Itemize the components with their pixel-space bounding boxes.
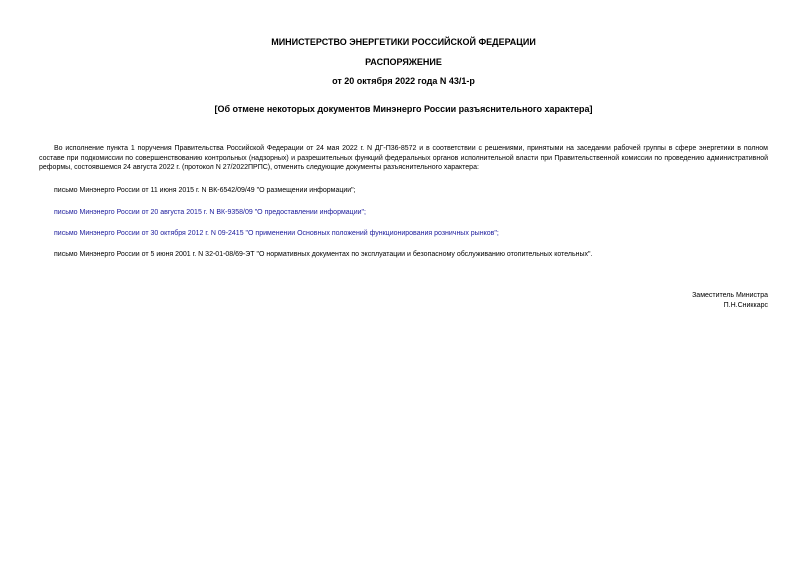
- intro-paragraph: Во исполнение пункта 1 поручения Правительства Российской Федерации от 24 мая 2022 г. N ДГ-П36-8572 и в соответствии с решениями, принятыми на заседании рабочей группы в сфере энергетики в полном составе при подкомиссии по совершенствованию контрольных (надзорных) и разрешительных функций федеральных органов исполнительной власти при Правительственной комиссии по проведению административной реформы, состоявшемся 24 августа 2022 г. (протокол N 27/2022ПРПС), отменить следующие документы разъяснительного характера:: [39, 145, 768, 171]
- ministry-heading: МИНИСТЕРСТВО ЭНЕРГЕТИКИ РОССИЙСКОЙ ФЕДЕРАЦИИ: [271, 37, 536, 47]
- document-date-number: от 20 октября 2022 года N 43/1-р: [332, 76, 475, 86]
- signatory-position: Заместитель Министра: [692, 292, 768, 299]
- cancelled-document-link[interactable]: письмо Минэнерго России от 30 октября 2012 г. N 09-2415 "О применении Основных положений функционирования розничных рынков";: [54, 230, 499, 237]
- cancelled-document-item: письмо Минэнерго России от 11 июня 2015 г. N ВК-6542/09/49 "О размещении информации";: [54, 187, 356, 194]
- document-type-heading: РАСПОРЯЖЕНИЕ: [365, 57, 442, 67]
- document-title: [Об отмене некоторых документов Минэнерго России разъяснительного характера]: [214, 104, 593, 114]
- cancelled-document-link[interactable]: письмо Минэнерго России от 20 августа 2015 г. N ВК-9358/09 "О предоставлении информации";: [54, 209, 366, 216]
- signatory-name: П.Н.Сниккарс: [723, 302, 768, 309]
- cancelled-document-item: письмо Минэнерго России от 5 июня 2001 г. N 32-01-08/69-ЭТ "О нормативных документах по эксплуатации и безопасному обслуживанию отопительных котельных".: [54, 251, 593, 258]
